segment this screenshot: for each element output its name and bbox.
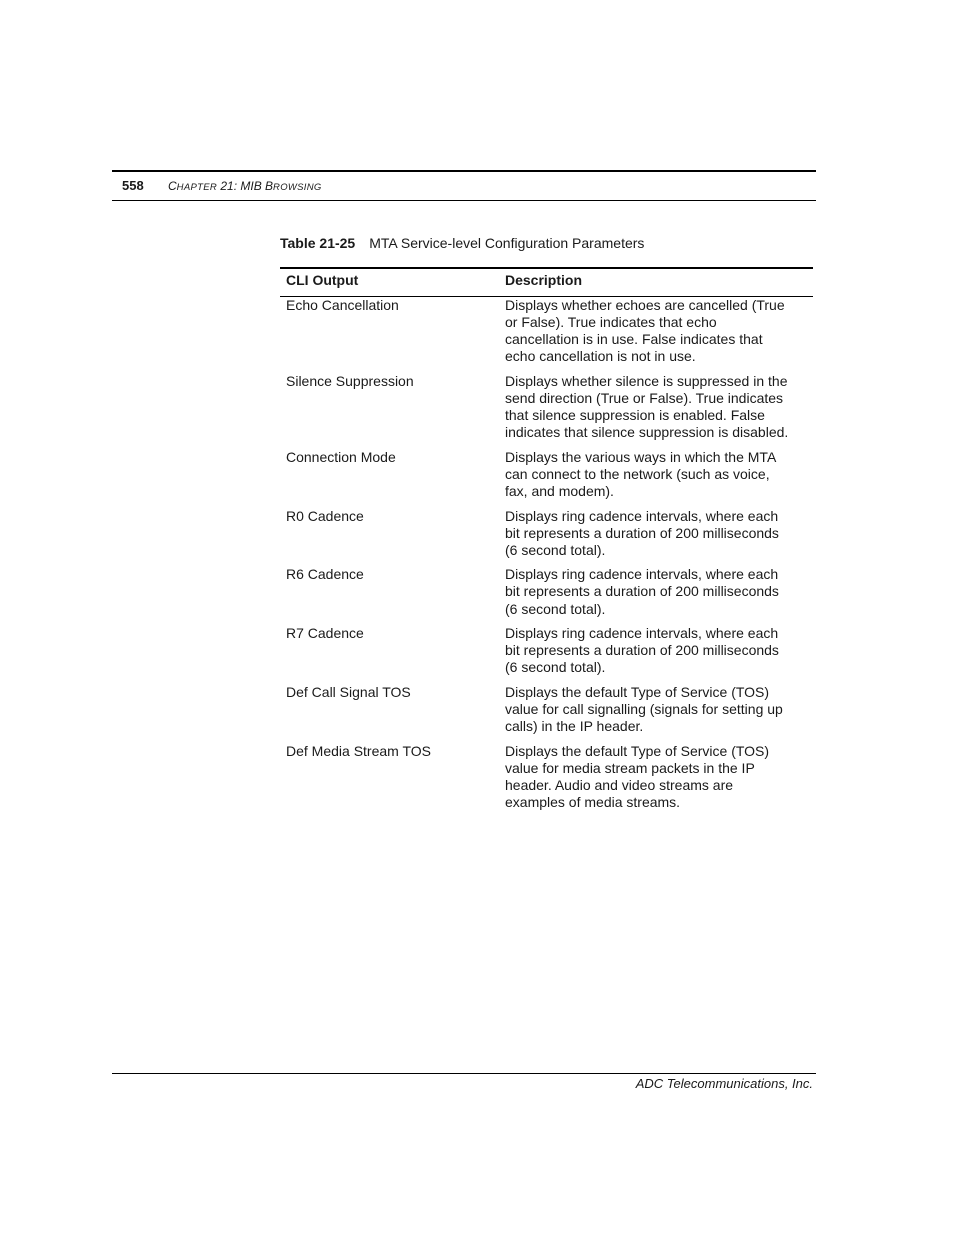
description-line: bit represents a duration of 200 milliseconds [505, 583, 779, 600]
table-body [286, 297, 813, 819]
table-number: Table 21-25 [280, 235, 356, 251]
description-line: (6 second total). [505, 659, 606, 676]
description-line: (6 second total). [505, 600, 606, 617]
cli-output-cell: Silence Suppression [286, 372, 414, 389]
description-cell [505, 297, 809, 365]
header-top-rule [112, 170, 816, 172]
column-header-description: Description [505, 272, 583, 288]
cli-output-cell: Def Media Stream TOS [286, 742, 431, 759]
description-line: fax, and modem). [505, 482, 614, 499]
table-title: MTA Service-level Configuration Parameters [369, 235, 645, 251]
description-line: bit represents a duration of 200 milliseconds [505, 524, 779, 541]
table-top-rule [280, 267, 813, 269]
table-row [286, 373, 813, 441]
description-line: indicates that silence suppression is disabled. [505, 424, 789, 441]
description-line: calls) in the IP header. [505, 718, 644, 735]
description-cell [505, 684, 809, 735]
description-line: examples of media streams. [505, 793, 681, 810]
cli-output-cell: Def Call Signal TOS [286, 683, 411, 700]
description-cell [505, 508, 809, 559]
description-cell [505, 625, 809, 676]
description-line: Displays ring cadence intervals, where each [505, 625, 779, 642]
description-line: header. Audio and video streams are [505, 776, 734, 793]
column-header-cli-output: CLI Output [286, 272, 359, 288]
description-line: value for media stream packets in the IP [505, 759, 755, 776]
description-line: bit represents a duration of 200 milliseconds [505, 642, 779, 659]
cli-output-cell: Connection Mode [286, 448, 396, 465]
table-row [286, 297, 813, 365]
description-line: send direction (True or False). True indicates [505, 389, 784, 406]
table-row [286, 684, 813, 735]
description-line: echo cancellation is not in use. [505, 348, 696, 365]
table-caption [280, 235, 644, 251]
description-line: Displays the default Type of Service (TOS) [505, 683, 770, 700]
description-line: cancellation is in use. False indicates that [505, 331, 763, 348]
description-cell [505, 449, 809, 500]
table-row [286, 508, 813, 559]
table-row [286, 625, 813, 676]
description-line: Displays whether echoes are cancelled (True [505, 297, 785, 313]
description-cell [505, 743, 809, 811]
cli-output-cell: R7 Cadence [286, 625, 364, 642]
description-line: (6 second total). [505, 541, 606, 558]
chapter-title: CHAPTER 21: MIB BROWSING [168, 179, 322, 193]
description-line: that silence suppression is enabled. False [505, 407, 765, 424]
description-line: Displays the various ways in which the MTA [505, 448, 777, 465]
table-row [286, 743, 813, 811]
cli-output-cell: Echo Cancellation [286, 297, 399, 313]
table-row [286, 566, 813, 617]
description-cell [505, 566, 809, 617]
description-line: Displays ring cadence intervals, where each [505, 566, 779, 583]
description-line: Displays the default Type of Service (TOS) [505, 742, 770, 759]
cli-output-cell: R0 Cadence [286, 507, 364, 524]
description-line: Displays ring cadence intervals, where each [505, 507, 779, 524]
footer-rule [112, 1073, 816, 1074]
description-cell [505, 373, 809, 441]
footer-company: ADC Telecommunications, Inc. [635, 1076, 813, 1091]
header-bottom-rule [112, 200, 816, 201]
description-line: value for call signalling (signals for setting up [505, 700, 783, 717]
description-line: can connect to the network (such as voice, [505, 465, 770, 482]
table-row [286, 449, 813, 500]
cli-output-cell: R6 Cadence [286, 566, 364, 583]
description-line: or False). True indicates that echo [505, 314, 717, 331]
page-number: 558 [122, 178, 144, 193]
description-line: Displays whether silence is suppressed in the [505, 372, 788, 389]
